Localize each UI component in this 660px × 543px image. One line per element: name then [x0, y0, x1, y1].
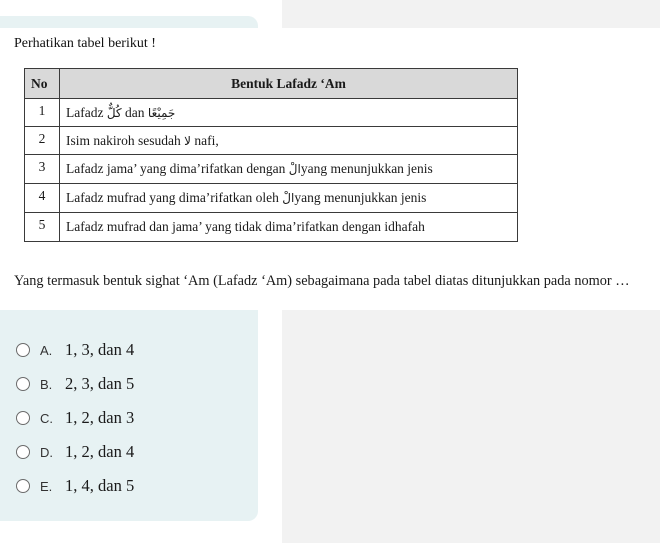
- option-letter: C.: [40, 410, 53, 426]
- row-text: yang menunjukkan jenis: [294, 190, 427, 205]
- row-text: Lafadz mufrad dan jama’ yang tidak dima’rifatkan dengan idhafah: [66, 219, 425, 234]
- row-description: [60, 213, 518, 242]
- table-header-row: [25, 69, 518, 99]
- row-text: Lafadz jama’ yang dima’rifatkan dengan: [66, 161, 286, 176]
- row-number: 3: [25, 155, 60, 184]
- option-e[interactable]: [16, 469, 134, 503]
- option-letter: A.: [40, 342, 53, 358]
- radio-button-icon[interactable]: [16, 377, 30, 391]
- option-b[interactable]: [16, 367, 134, 401]
- table-row: [25, 155, 518, 184]
- row-description: [60, 184, 518, 213]
- answer-options: [16, 333, 134, 503]
- option-a[interactable]: [16, 333, 134, 367]
- table-row: [25, 213, 518, 242]
- row-number: 2: [25, 127, 60, 155]
- row-text: Isim nakiroh sesudah: [66, 132, 181, 148]
- row-text: Lafadz: [66, 104, 104, 120]
- question-text: Yang termasuk bentuk sighat ‘Am (Lafadz ‘Am) sebagaimana pada tabel diatas ditunjukkan pada nomor …: [14, 273, 630, 289]
- radio-button-icon[interactable]: [16, 343, 30, 357]
- row-text: dan: [125, 104, 145, 120]
- arabic-word: جَمِيْعًا: [147, 105, 176, 120]
- option-letter: B.: [40, 376, 53, 392]
- option-label[interactable]: 2, 3, dan 5: [65, 374, 135, 393]
- lafadz-table: [24, 68, 518, 242]
- arabic-word: الْ: [288, 162, 301, 176]
- option-label[interactable]: 1, 2, dan 3: [65, 408, 135, 427]
- option-label[interactable]: 1, 3, dan 4: [65, 340, 135, 359]
- option-letter: E.: [40, 478, 53, 494]
- column-header-no: No: [25, 69, 60, 99]
- row-text: nafi,: [194, 132, 219, 148]
- row-text: yang menunjukkan jenis: [300, 161, 433, 176]
- radio-button-icon[interactable]: [16, 411, 30, 425]
- arabic-word: لا: [184, 133, 191, 148]
- column-header-bentuk: Bentuk Lafadz ‘Am: [60, 69, 518, 99]
- row-text: Lafadz mufrad yang dima’rifatkan oleh: [66, 190, 279, 205]
- row-description: [60, 99, 518, 127]
- radio-button-icon[interactable]: [16, 445, 30, 459]
- row-number: 1: [25, 99, 60, 127]
- option-d[interactable]: [16, 435, 134, 469]
- arabic-word: الْ: [282, 191, 295, 205]
- instruction-text: Perhatikan tabel berikut !: [14, 36, 156, 51]
- row-number: 4: [25, 184, 60, 213]
- radio-button-icon[interactable]: [16, 479, 30, 493]
- table-row: [25, 99, 518, 127]
- row-description: [60, 127, 518, 155]
- option-letter: D.: [40, 444, 53, 460]
- row-number: 5: [25, 213, 60, 242]
- table-row: [25, 184, 518, 213]
- option-c[interactable]: [16, 401, 134, 435]
- option-label[interactable]: 1, 4, dan 5: [65, 476, 135, 495]
- table-row: [25, 127, 518, 155]
- arabic-word: كُلٌّ: [106, 105, 122, 120]
- row-description: [60, 155, 518, 184]
- option-label[interactable]: 1, 2, dan 4: [65, 442, 135, 461]
